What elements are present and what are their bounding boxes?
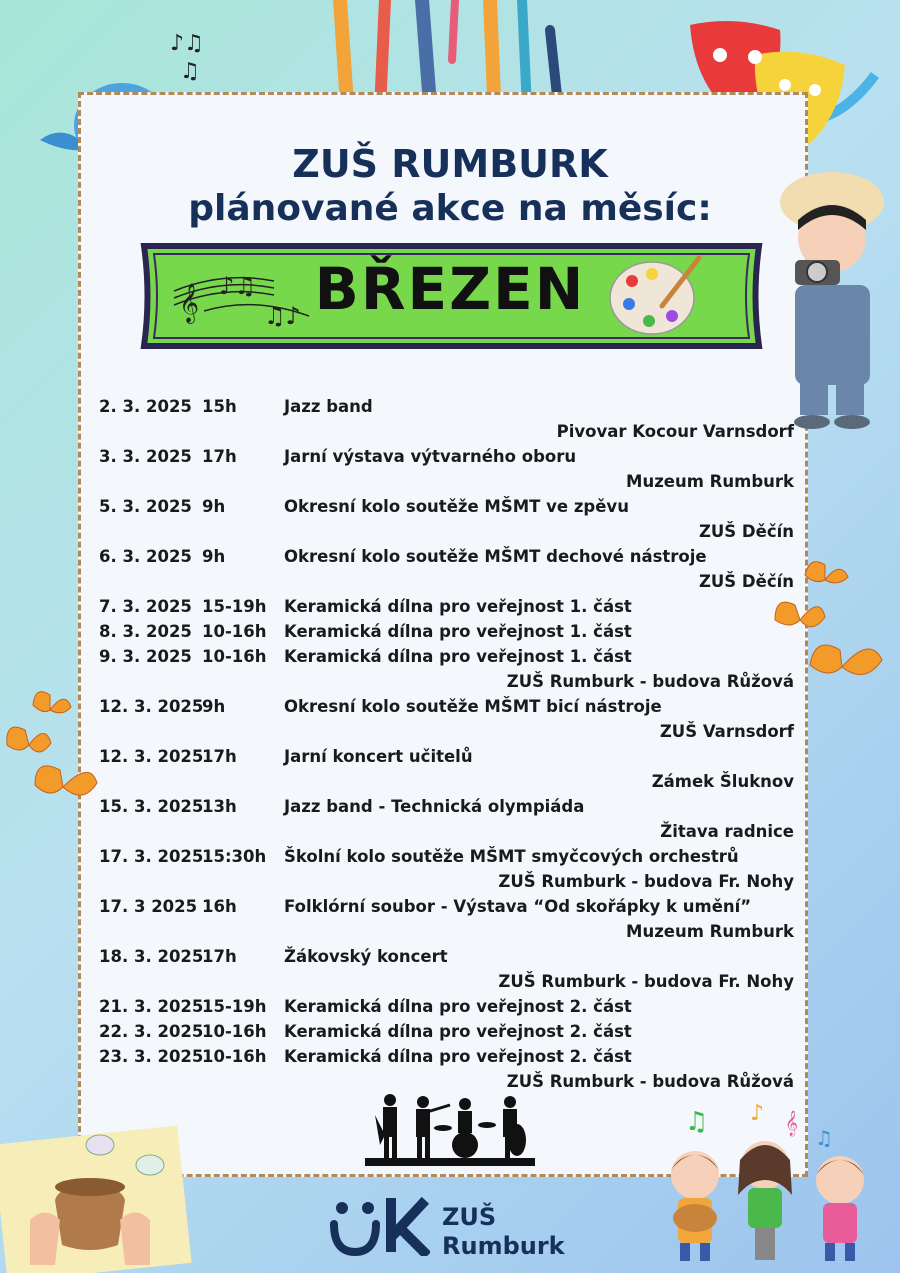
event-time: 9h <box>202 497 226 516</box>
event-date: 8. 3. 2025 <box>99 622 192 641</box>
event-time: 15:30h <box>202 847 267 866</box>
event-time: 13h <box>202 797 237 816</box>
event-row <box>99 619 794 644</box>
event-name: Keramická dílna pro veřejnost 2. část <box>284 1022 632 1041</box>
event-name: Jazz band <box>284 397 373 416</box>
svg-text:𝄞: 𝄞 <box>785 1111 799 1136</box>
event-row <box>99 844 794 869</box>
logo-text-zus: ZUŠ <box>442 1203 497 1231</box>
event-name: Okresní kolo soutěže MŠMT ve zpěvu <box>284 497 629 516</box>
event-row <box>99 744 794 769</box>
event-row <box>99 644 794 669</box>
event-time: 15h <box>202 397 237 416</box>
event-row <box>99 994 794 1019</box>
event-date: 9. 3. 2025 <box>99 647 192 666</box>
event-row <box>99 894 794 919</box>
event-venue: ZUŠ Děčín <box>698 522 794 541</box>
photographer-child-icon <box>770 160 895 430</box>
event-date: 2. 3. 2025 <box>99 397 192 416</box>
event-venue: Muzeum Rumburk <box>626 472 794 491</box>
event-date: 15. 3. 2025 <box>99 797 204 816</box>
event-row <box>99 494 794 519</box>
svg-text:♫♪: ♫♪ <box>264 302 301 330</box>
svg-text:♪♫: ♪♫ <box>219 272 256 300</box>
month-label: BŘEZEN <box>314 255 586 323</box>
event-row <box>99 694 794 719</box>
event-date: 3. 3. 2025 <box>99 447 192 466</box>
event-row <box>99 544 794 569</box>
svg-text:♪: ♪ <box>750 1101 765 1126</box>
pottery-hands-icon <box>0 1125 195 1273</box>
event-row <box>99 1019 794 1044</box>
event-name: Školní kolo soutěže MŠMT smyčcových orchestrů <box>284 847 739 866</box>
event-list <box>99 394 794 1094</box>
event-venue: ZUŠ Varnsdorf <box>659 722 794 741</box>
logo-text-rumburk: Rumburk <box>442 1232 565 1260</box>
event-name: Keramická dílna pro veřejnost 2. část <box>284 1047 632 1066</box>
event-row <box>99 944 794 969</box>
event-date: 22. 3. 2025 <box>99 1022 204 1041</box>
event-name: Jarní výstava výtvarného oboru <box>284 447 577 466</box>
event-name: Folklórní soubor - Výstava “Od skořápky k umění” <box>284 897 752 916</box>
page-title: ZUŠ RUMBURK <box>292 142 608 186</box>
event-row <box>99 594 794 619</box>
event-time: 15-19h <box>202 997 267 1016</box>
svg-text:𝄞: 𝄞 <box>179 283 200 323</box>
event-row <box>99 794 794 819</box>
school-logo-mark <box>330 1196 430 1256</box>
event-date: 18. 3. 2025 <box>99 947 204 966</box>
event-time: 17h <box>202 447 237 466</box>
event-date: 17. 3 2025 <box>99 897 198 916</box>
event-name: Jarní koncert učitelů <box>284 747 473 766</box>
butterfly-icon <box>5 685 100 825</box>
event-row <box>99 444 794 469</box>
event-name: Žákovský koncert <box>284 947 448 966</box>
page-subtitle: plánované akce na měsíc: <box>188 188 712 229</box>
event-venue: ZUŠ Rumburk - budova Růžová <box>506 1072 794 1091</box>
event-time: 10-16h <box>202 1047 267 1066</box>
event-venue: Muzeum Rumburk <box>626 922 794 941</box>
event-venue: ZUŠ Rumburk - budova Fr. Nohy <box>498 972 794 991</box>
event-time: 9h <box>202 697 226 716</box>
musician-kids-icon <box>660 1100 895 1265</box>
event-time: 10-16h <box>202 622 267 641</box>
event-name: Keramická dílna pro veřejnost 1. část <box>284 647 632 666</box>
event-venue: Zámek Šluknov <box>651 772 794 791</box>
event-time: 17h <box>202 947 237 966</box>
event-venue: Žitava radnice <box>660 822 794 841</box>
event-date: 23. 3. 2025 <box>99 1047 204 1066</box>
event-date: 17. 3. 2025 <box>99 847 204 866</box>
event-venue: ZUŠ Rumburk - budova Růžová <box>506 672 794 691</box>
event-name: Keramická dílna pro veřejnost 1. část <box>284 622 632 641</box>
butterfly-icon <box>770 555 890 715</box>
event-venue: ZUŠ Děčín <box>698 572 794 591</box>
event-time: 15-19h <box>202 597 267 616</box>
event-time: 10-16h <box>202 647 267 666</box>
event-venue: ZUŠ Rumburk - budova Fr. Nohy <box>498 872 794 891</box>
svg-text:♫: ♫ <box>180 59 200 84</box>
event-date: 12. 3. 2025 <box>99 747 204 766</box>
event-date: 6. 3. 2025 <box>99 547 192 566</box>
jazz-band-silhouette-icon <box>365 1090 535 1170</box>
event-date: 21. 3. 2025 <box>99 997 204 1016</box>
svg-text:♫: ♫ <box>815 1126 833 1150</box>
event-name: Okresní kolo soutěže MŠMT dechové nástroje <box>284 547 707 566</box>
event-time: 17h <box>202 747 237 766</box>
event-row <box>99 394 794 419</box>
event-name: Okresní kolo soutěže MŠMT bicí nástroje <box>284 697 662 716</box>
event-date: 5. 3. 2025 <box>99 497 192 516</box>
event-date: 12. 3. 2025 <box>99 697 204 716</box>
event-venue: Pivovar Kocour Varnsdorf <box>556 422 794 441</box>
svg-text:♫: ♫ <box>685 1107 709 1137</box>
event-time: 10-16h <box>202 1022 267 1041</box>
event-date: 7. 3. 2025 <box>99 597 192 616</box>
event-time: 9h <box>202 547 226 566</box>
event-time: 16h <box>202 897 237 916</box>
event-name: Keramická dílna pro veřejnost 2. část <box>284 997 632 1016</box>
event-row <box>99 1044 794 1069</box>
event-name: Keramická dílna pro veřejnost 1. část <box>284 597 632 616</box>
svg-text:♪♫: ♪♫ <box>170 31 204 56</box>
event-name: Jazz band - Technická olympiáda <box>284 797 585 816</box>
